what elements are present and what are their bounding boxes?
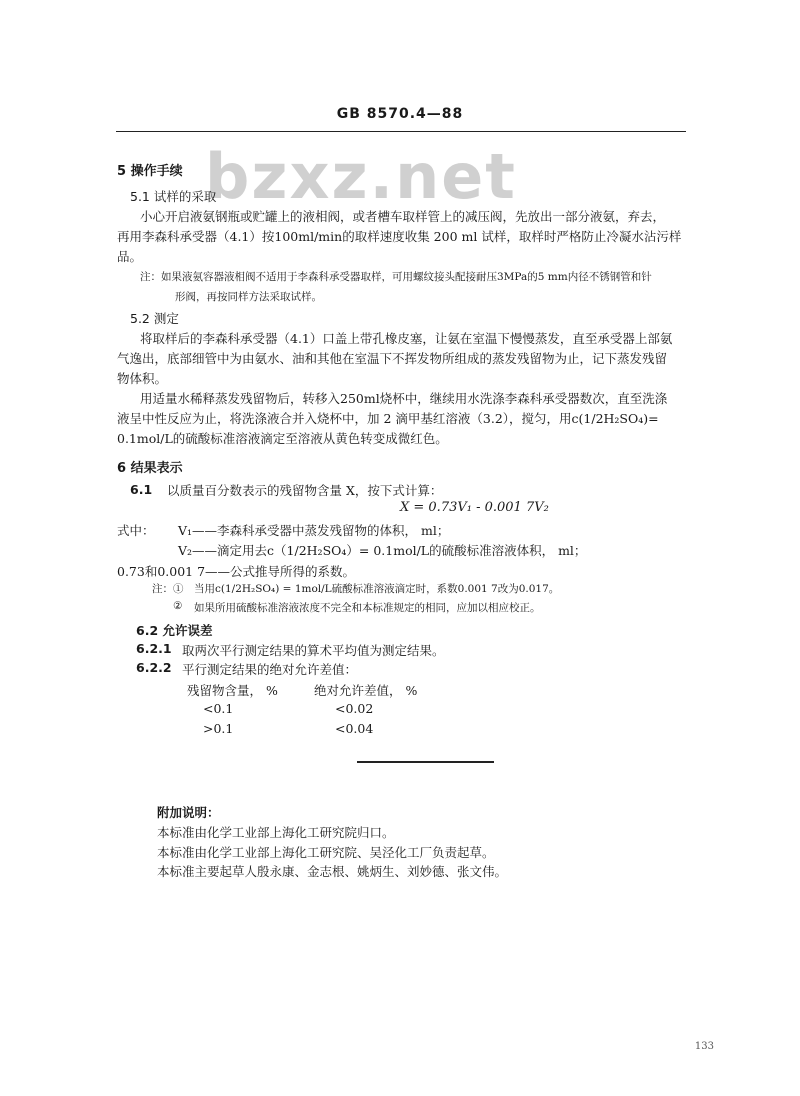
section-5-2-para-line3: 物体积。 [117,371,168,386]
section-5-2-title: 5.2 测定 [130,311,179,326]
section-6-2-title: 6.2 允许误差 [136,623,213,638]
watermark: bzxz.net [205,140,517,213]
tolerance-table-row-2-tolerance: <0.04 [335,721,374,736]
section-6-title: 6 结果表示 [117,461,183,476]
section-6-2-1-label: 6.2.1 [136,641,172,656]
section-5-2-para-line2: 气逸出，底部细管中为由氨水、油和其他在室温下不挥发物所组成的蒸发残留物为止，记下蒸发残留 [117,351,668,366]
section-6-1-text: 以质量百分数表示的残留物含量 X，按下式计算： [167,483,443,498]
section-5-1-title: 5.1 试样的采取 [130,189,217,204]
section-5-2-para-line4: 用适量水稀释蒸发残留物后，转移入250ml烧杯中，继续用水洗涤李森科承受器数次，直至洗涤 [140,391,668,406]
tolerance-table-row-2-content: >0.1 [203,721,234,736]
section-5-2-para-line5: 液呈中性反应为止，将洗涤液合并入烧杯中，加 2 滴甲基红溶液（3.2），搅匀，用c(1/2H₂SO₄)= [117,411,659,426]
appendix-line-3: 本标准主要起草人殷永康、金志根、姚炳生、刘妙德、张文伟。 [157,864,508,879]
document-header-code: GB 8570.4—88 [336,106,464,122]
section-6-2-1-text: 取两次平行测定结果的算术平均值为测定结果。 [182,643,445,658]
appendix-line-2: 本标准由化学工业部上海化工研究院、吴泾化工厂负责起草。 [157,845,495,860]
section-5-1-note-line1: 注：如果液氨容器液相阀不适用于李森科承受器取样，可用螺纹接头配接耐压3MPa的5 mm内径不锈钢管和针 [140,271,652,283]
section-5-title: 5 操作手续 [117,164,183,179]
section-6-2-2-label: 6.2.2 [136,660,172,675]
section-5-2-para-line1: 将取样后的李森科承受器（4.1）口盖上带孔橡皮塞，让氨在室温下慢慢蒸发，直至承受器上部氨 [140,331,673,346]
section-5-1-para-line1: 小心开启液氨钢瓶或贮罐上的液相阀，或者槽车取样管上的减压阀，先放出一部分液氨，弃去， [140,209,666,224]
formula: X = 0.73V₁ - 0.001 7V₂ [400,500,549,515]
appendix-title: 附加说明： [157,805,220,820]
tolerance-table-header-tolerance: 绝对允许差值， % [314,683,418,698]
formula-v2-definition: V₂——滴定用去c（1/2H₂SO₄）= 0.1mol/L的硫酸标准溶液体积， ml； [178,543,587,558]
section-5-1-para-line2: 再用李森科承受器（4.1）按100ml/min的取样速度收集 200 ml 试样，取样时严格防止冷凝水沾污样 [117,229,682,244]
section-5-1-para-line3: 品。 [117,249,143,264]
formula-where-label: 式中： [117,523,155,538]
formula-v1-definition: V₁——李森科承受器中蒸发残留物的体积， ml； [178,523,450,538]
section-5-2-para-line6: 0.1mol/L的硫酸标准溶液滴定至溶液从黄色转变成微红色。 [117,431,448,446]
note-1-text: 当用c(1/2H₂SO₄) = 1mol/L硫酸标准溶液滴定时，系数0.001 7改为0.017。 [194,583,560,595]
tolerance-table-header-content: 残留物含量， % [187,683,278,698]
tolerance-table-row-1-tolerance: <0.02 [335,701,374,716]
section-5-1-note-line2: 形阀，再按同样方法采取试样。 [175,291,322,303]
note-2-text: 如果所用硫酸标准溶液浓度不完全和本标准规定的相同，应加以相应校正。 [194,602,541,614]
end-rule [357,761,494,763]
tolerance-table-row-1-content: <0.1 [203,701,234,716]
appendix-line-1: 本标准由化学工业部上海化工研究院归口。 [157,825,395,840]
section-6-1-label: 6.1 [130,482,153,497]
page-number: 133 [694,1041,714,1052]
header-rule [116,131,686,132]
note-1-prefix: 注：① [152,583,184,595]
note-2-prefix: ② [173,600,183,612]
formula-coefficient-definition: 0.73和0.001 7——公式推导所得的系数。 [117,564,356,579]
section-6-2-2-text: 平行测定结果的绝对允许差值： [182,662,358,677]
